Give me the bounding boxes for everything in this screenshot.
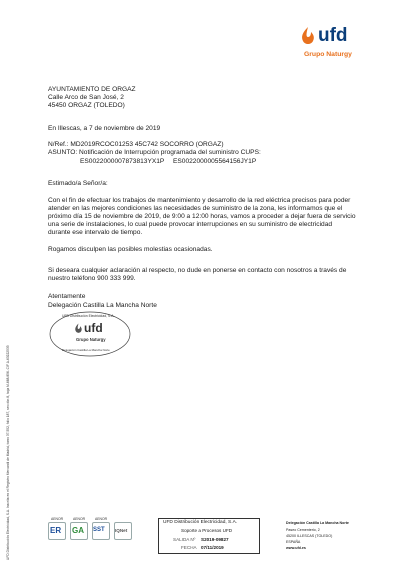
ufd-logo [300, 24, 370, 68]
apology-line: Rogamos disculpen las posibles molestias ocasionadas. [48, 246, 213, 253]
body-line: durante ese intervalo de tiempo. [48, 229, 143, 236]
seal-top-text: UFD Distribución Electricidad, S.A. [62, 314, 115, 318]
ufd-flame-icon [300, 26, 316, 48]
body-line: una serie de instalaciones, lo cual puede provocar interrupciones en su suministro de electricidad [48, 221, 333, 228]
cert-code: ER [50, 526, 62, 535]
registration-side-text: UFD Distribución Electricidad, S.A. Inscrita en el Registro Mercantil de Madrid, tomo 37.552, folio 187, sección 8, hoja M-668.856. CIF A-63222533 [6, 345, 10, 560]
cert-box [70, 522, 88, 540]
stamp-date-label: FECHA [181, 545, 197, 550]
logo-tagline: Grupo Naturgy [304, 51, 352, 58]
body-line: próximo día 15 de noviembre de 2019, de 9:00 a 12:00 horas, vamos a proceder a dejar fuera de servicio [48, 213, 356, 220]
cert-code: GA [72, 526, 84, 535]
date-line: En Illescas, a 7 de noviembre de 2019 [48, 125, 161, 132]
stamp-date-value: 07/11/2019 [201, 545, 224, 550]
seal-bottom-text: Delegación Castilla La Mancha Norte [62, 348, 110, 352]
footer-address-line: 45200 ILLESCAS (TOLEDO) [286, 534, 333, 538]
footer-address-line: Paseo Cementerio, 2 [286, 528, 320, 532]
closing: Atentamente [48, 293, 86, 300]
cups-code: ES0022000007873813YX1P [80, 158, 165, 165]
footer-address-line: ESPAÑA [286, 540, 301, 544]
cert-badge-er [46, 519, 68, 545]
recipient-city: 45450 ORGAZ (TOLEDO) [48, 102, 125, 109]
stamp-department: Soporte a Procesos UFD [181, 528, 233, 533]
stamp-exit-value: S2019-09827 [201, 537, 229, 542]
reference-line: N/Ref.: MD2019RCOC01253 45C742 SOCORRO (ORGAZ) [48, 141, 224, 148]
stamp-exit-label: SALIDA Nº [173, 537, 196, 542]
seal-logo-word: ufd [84, 321, 103, 335]
stamp-company: UFD Distribución Electricidad, S.A. [163, 520, 238, 525]
cert-box [48, 522, 66, 540]
footer-website: www.ufd.es [286, 546, 306, 550]
subject-line: ASUNTO: Notificación de Interrupción programada del suministro CUPS: [48, 149, 261, 156]
cert-badge-sst [90, 519, 112, 545]
greeting: Estimado/a Señor/a: [48, 180, 108, 187]
recipient-street: Calle Arco de San José, 2 [48, 94, 124, 101]
cert-badge-ga [68, 519, 90, 545]
logo-wordmark: ufd [318, 25, 348, 46]
contact-line: Si deseara cualquier aclaración al respecto, no dude en ponerse en contacto con nosotros a través de [48, 267, 347, 274]
seal-logo-sub: Grupo Naturgy [76, 337, 106, 342]
cert-top-label: AENOR [72, 517, 86, 521]
body-line: Con el fin de efectuar los trabajos de mantenimiento y desarrollo de la red eléctrica precisos para poder [48, 197, 351, 204]
footer-title: Delegación Castilla La Mancha Norte [286, 521, 349, 525]
cert-top-label: AENOR [94, 517, 108, 521]
cert-code: IQNet [115, 528, 128, 533]
registry-stamp [158, 518, 260, 554]
company-seal [48, 310, 132, 358]
body-line: atender en las mejores condiciones las necesidades de suministro de la zona, les informamos que el [48, 205, 343, 212]
contact-line: nuestro teléfono 900 333 999. [48, 275, 136, 282]
cert-top-label: AENOR [50, 517, 64, 521]
cert-badge-iqnet [112, 519, 134, 545]
cert-code: SST [93, 527, 105, 533]
cert-box [114, 522, 132, 540]
cups-code: ES0022000005564156JY1P [173, 158, 257, 165]
signature-department: Delegación Castilla La Mancha Norte [48, 302, 157, 309]
recipient-name: AYUNTAMIENTO DE ORGAZ [48, 86, 136, 93]
seal-flame-icon [74, 323, 83, 335]
cert-box [92, 522, 110, 540]
